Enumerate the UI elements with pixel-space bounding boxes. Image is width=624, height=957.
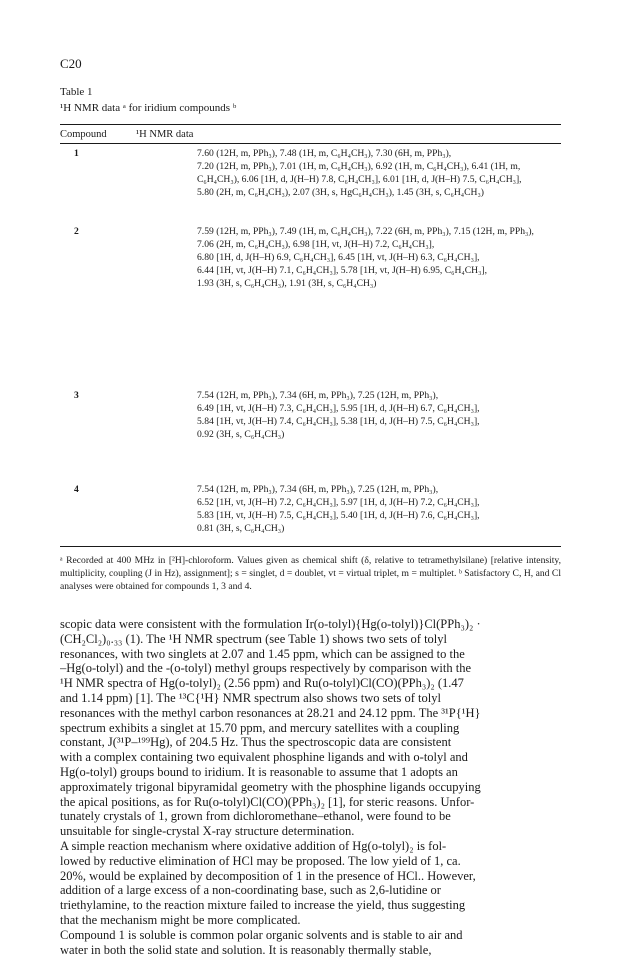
body-line: water in both the solid state and solution. It is reasonably thermally stable, [60,942,432,957]
body-text [60,617,561,957]
body-line: Compound 1 is soluble is common polar organic solvents and is stable to air and [60,927,463,942]
body-line: tunately crystals of 1, grown from dichloromethane–ethanol, were found to be [60,809,451,824]
nmr-line: 7.59 (12H, m, PPh₃), 7.49 (1H, m, C₆H₄CH₃), 7.22 (6H, m, PPh₃), 7.15 (12H, m, PPh₃), [197,226,534,237]
nmr-line: 7.20 (12H, m, PPh₃), 7.01 (1H, m, C₆H₄CH₃), 6.92 (1H, m, C₆H₄CH₃), 6.41 (1H, m, [197,161,521,173]
body-line: that the mechanism might be more complicated. [60,912,301,927]
compound-number: 4 [74,484,79,495]
body-line: constant, J(³¹P–¹⁹⁹Hg), of 204.5 Hz. Thus the spectroscopic data are consistent [60,735,452,750]
body-line: 20%, would be explained by decomposition of 1 in the presence of HCl.. However, [60,868,476,883]
body-line: ¹H NMR spectra of Hg(o-tolyl)₂ (2.56 ppm) and Ru(o-tolyl)Cl(CO)(PPh₃)₂ (1.47 [60,676,464,691]
body-line: triethylamine, to the reaction mixture failed to increase the yield, thus suggesting [60,898,466,913]
body-line: and 1.14 ppm) [1]. The ¹³C{¹H} NMR spectrum also shows two sets of tolyl [60,690,441,705]
table-bottom-rule [60,546,561,547]
nmr-data [197,483,561,535]
nmr-line: 5.84 [1H, vt, J(H–H) 7.4, C₆H₄CH₃], 5.38 [1H, d, J(H–H) 7.5, C₆H₄CH₃], [197,416,480,428]
body-line: the apical positions, as for Ru(o-tolyl)Cl(CO)(PPh₃)₂ [1], for steric reasons. Unfor- [60,794,475,809]
nmr-line: 7.54 (12H, m, PPh₃), 7.34 (6H, m, PPh₃), 7.25 (12H, m, PPh₃), [197,390,439,401]
nmr-line: C₆H₄CH₃), 6.06 [1H, d, J(H–H) 7.8, C₆H₄CH₃], 6.01 [1H, d, J(H–H) 7.5, C₆H₄CH₃], [197,174,522,186]
page-number: C20 [60,56,82,71]
nmr-line: 6.80 [1H, d, J(H–H) 6.9, C₆H₄CH₃], 6.45 [1H, vt, J(H–H) 6.3, C₆H₄CH₃], [197,252,480,264]
nmr-line: 1.93 (3H, s, C₆H₄CH₃), 1.91 (3H, s, C₆H₄CH₃) [197,278,377,290]
nmr-line: 5.83 [1H, vt, J(H–H) 7.5, C₆H₄CH₃], 5.40 [1H, d, J(H–H) 7.6, C₆H₄CH₃], [197,510,480,522]
body-line: (CH₂Cl₂)₀.₃₃ (1). The ¹H NMR spectrum (see Table 1) shows two sets of tolyl [60,631,447,646]
nmr-data [197,147,561,199]
table-caption-block [60,84,236,116]
body-line: spectrum exhibits a singlet at 15.70 ppm, and mercury satellites with a coupling [60,720,460,735]
body-line: unsuitable for single-crystal X-ray structure determination. [60,824,355,839]
body-line: addition of a large excess of a non-coordinating base, such as 2,6-lutidine or [60,883,441,898]
table-row [60,225,561,293]
table-footnote: ᵃ Recorded at 400 MHz in [²H]-chloroform. Values given as chemical shift (δ, relative to tetramethylsilane) [relative intensity, multiplicity, coupling (J in Hz), assignment]; s = singlet, d = doublet, vt = virtual triplet, m = multiplet. ᵇ Satisfactory C, H, and Cl analyses were obtained for compounds 1, 3 and 4. [60,555,561,592]
nmr-data [197,225,561,290]
nmr-line: 7.06 (2H, m, C₆H₄CH₃), 6.98 [1H, vt, J(H–H) 7.2, C₆H₄CH₃], [197,239,435,251]
body-line: with a complex containing two equivalent phosphine ligands and with o-tolyl and [60,750,468,765]
table-header-compound: Compound [60,129,107,140]
table-row [60,483,561,539]
body-line: scopic data were consistent with the formulation Ir(o-tolyl){Hg(o-tolyl)}Cl(PPh₃)₂ · [60,617,481,631]
table-row [60,147,561,203]
table-top-rule [60,124,561,125]
nmr-line: 7.60 (12H, m, PPh₃), 7.48 (1H, m, C₆H₄CH₃), 7.30 (6H, m, PPh₃), [197,148,452,159]
nmr-line: 5.80 (2H, m, C₆H₄CH₃), 2.07 (3H, s, HgC₆H₄CH₃), 1.45 (3H, s, C₆H₄CH₃) [197,187,485,199]
compound-number: 1 [74,148,79,159]
body-line: A simple reaction mechanism where oxidative addition of Hg(o-tolyl)₂ is fol- [60,838,447,853]
nmr-line: 0.81 (3H, s, C₆H₄CH₃) [197,523,285,535]
table-row [60,389,561,445]
compound-number: 2 [74,226,79,237]
body-line: lowed by reductive elimination of HCl may be proposed. The low yield of 1, ca. [60,853,461,868]
nmr-line: 6.49 [1H, vt, J(H–H) 7.3, C₆H₄CH₃], 5.95 [1H, d, J(H–H) 6.7, C₆H₄CH₃], [197,403,480,415]
nmr-line: 6.44 [1H, vt, J(H–H) 7.1, C₆H₄CH₃], 5.78 [1H, vt, J(H–H) 6.95, C₆H₄CH₃], [197,265,488,277]
nmr-line: 7.54 (12H, m, PPh₃), 7.34 (6H, m, PPh₃), 7.25 (12H, m, PPh₃), [197,484,439,495]
compound-number: 3 [74,390,79,401]
table-caption: ¹H NMR data ᵃ for iridium compounds ᵇ [60,102,237,114]
nmr-line: 0.92 (3H, s, C₆H₄CH₃) [197,429,285,441]
table-header-rule [60,143,561,144]
nmr-line: 6.52 [1H, vt, J(H–H) 7.2, C₆H₄CH₃], 5.97 [1H, d, J(H–H) 7.2, C₆H₄CH₃], [197,497,480,509]
nmr-data [197,389,561,441]
table-header-nmr: ¹H NMR data [136,129,194,140]
body-line: –Hg(o-tolyl) and the -(o-tolyl) methyl groups respectively by comparison with the [60,661,472,676]
body-line: approximately trigonal bipyramidal geometry with the phosphine ligands occupying [60,779,481,794]
table-label: Table 1 [60,86,93,98]
body-line: resonances, with two singlets at 2.07 and 1.45 ppm, which can be assigned to the [60,646,465,661]
body-line: resonances with the methyl carbon resonances at 28.21 and 24.12 ppm. The ³¹P{¹H} [60,705,481,720]
body-line: Hg(o-tolyl) groups bound to iridium. It is reasonable to assume that 1 adopts an [60,764,458,779]
